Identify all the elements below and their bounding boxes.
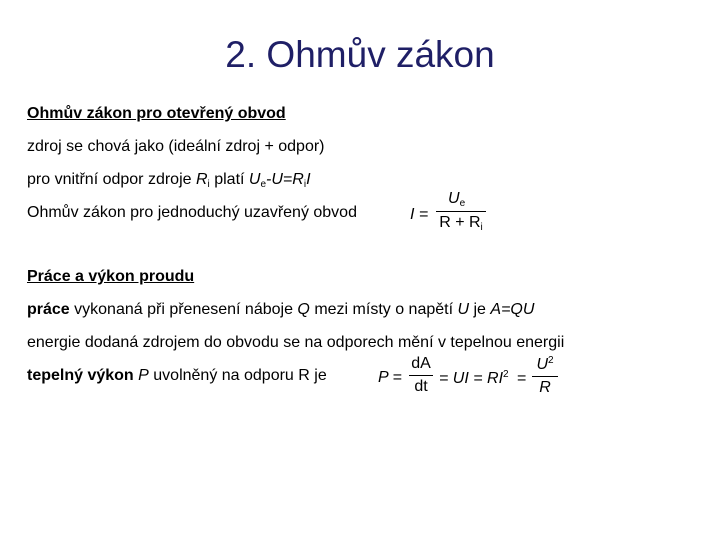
sub-i: i: [207, 179, 210, 190]
text-platí: platí: [209, 171, 249, 188]
formula2-middle: = UI = RI: [439, 370, 504, 387]
formula2-frac2-sup: 2: [548, 355, 554, 366]
formula2-middle-sup: 2: [503, 369, 509, 380]
text-work: [27, 301, 534, 319]
formula1-den-text: R + R: [439, 214, 481, 231]
section-heading-open-circuit: Ohmův zákon pro otevřený obvod: [27, 105, 286, 122]
formula2-fraction-U2R: [532, 355, 558, 397]
text-internal-resistance-prefix: pro vnitřní odpor zdroje: [27, 171, 196, 188]
text-energy-conversion: energie dodaná zdrojem do obvodu se na odporech mění v tepelnou energii: [27, 334, 565, 351]
formula2-frac2-den: R: [539, 379, 551, 396]
formula1-numerator: [436, 190, 486, 209]
formula2-frac1-bar: [409, 375, 433, 376]
formula2-frac2-U: U: [536, 356, 548, 373]
sub-i-2: i: [303, 179, 307, 190]
formula2-frac1-num: dA: [411, 355, 431, 372]
text-thermal-power-2: uvolněný na odporu R je: [148, 367, 327, 384]
page-title: 2. Ohmův zákon: [225, 34, 495, 75]
power-formula-middle: [439, 369, 526, 388]
var-I: I: [306, 171, 311, 188]
formula1-fraction: [436, 190, 486, 233]
section-heading-work-power: Práce a výkon proudu: [27, 268, 195, 285]
text-work-bold: práce: [27, 301, 70, 318]
formula2-eq: =: [517, 370, 527, 387]
ohms-law-formula: [410, 206, 428, 224]
sub-e: e: [260, 179, 267, 190]
var-U-2: U: [457, 301, 470, 318]
text-internal-resistance: [27, 171, 311, 190]
text-work-2: mezi místy o napětí: [309, 301, 458, 318]
text-thermal-power-bold: tepelný výkon: [27, 367, 134, 384]
formula2-lhs: P =: [378, 369, 402, 386]
formula2-frac1-den: dt: [414, 378, 428, 395]
var-P: P: [138, 367, 149, 384]
formula2-fraction-dAdt: [409, 355, 433, 396]
text-equation-rest: -U=R: [266, 171, 304, 188]
formula1-lhs: I =: [410, 206, 429, 223]
text-thermal-power: [27, 367, 327, 385]
formula1-den-sub: i: [480, 222, 483, 233]
equation-A-QU: A=QU: [490, 301, 535, 318]
formula1-num-sub: e: [459, 198, 466, 209]
text-work-1: vykonaná při přenesení náboje: [69, 301, 298, 318]
formula1-fraction-bar: [436, 211, 486, 212]
formula2-frac2-bar: [532, 376, 558, 377]
var-Q: Q: [297, 301, 310, 318]
var-R: R: [195, 171, 208, 188]
var-U: U: [248, 171, 261, 188]
formula1-num-U: U: [448, 190, 460, 207]
power-formula-lhs: [378, 369, 402, 387]
formula2-frac2-num: [532, 355, 558, 374]
text-closed-circuit: Ohmův zákon pro jednoduchý uzavřený obvod: [27, 204, 357, 221]
formula1-denominator: [436, 214, 486, 233]
text-work-3: je: [469, 301, 491, 318]
text-source-behaviour: zdroj se chová jako (ideální zdroj + odpor): [27, 138, 325, 155]
